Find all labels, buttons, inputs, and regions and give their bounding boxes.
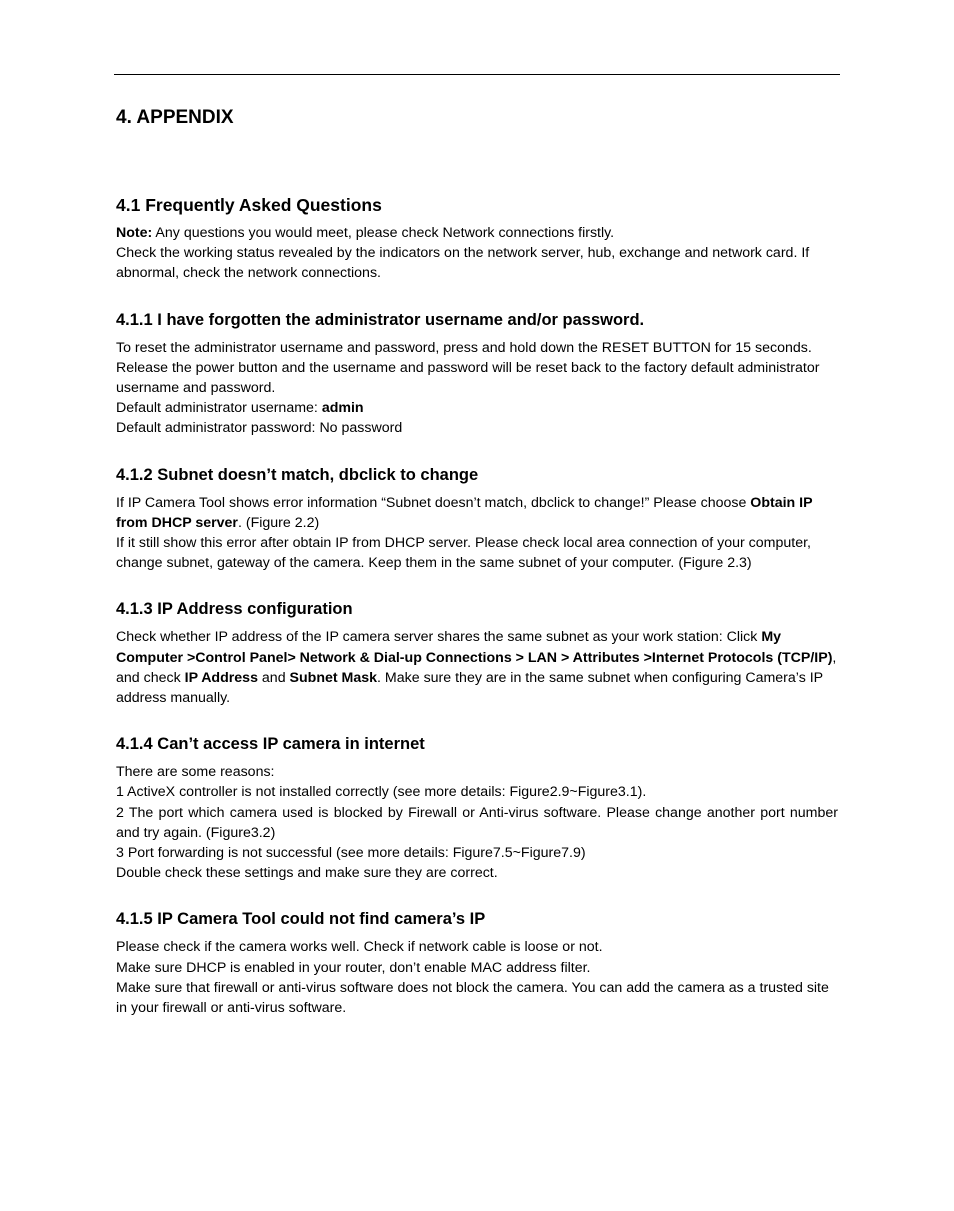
reason-2: 2 The port which camera used is blocked by Firewall or Anti-virus software. Please change another port number and try again. (Figure3.2): [116, 804, 838, 841]
default-password: Default administrator password: No password: [116, 420, 403, 437]
header-rule: [114, 74, 840, 75]
reset-paragraph: To reset the administrator username and password, press and hold down the RESET BUTTON for 15 seconds. Release the power button and the username and password will be reset back to the factory default administrator username and password.: [116, 339, 820, 397]
section-4-1-4-title: 4.1.4 Can’t access IP camera in internet: [116, 735, 425, 754]
subnet-text-c: . (Figure 2.2): [237, 514, 320, 531]
ip-text-g: . Make sure they are in the same subnet when configuring Camera’s IP address manually.: [116, 669, 823, 707]
section-4-1-1: [116, 308, 838, 439]
section-4-1-3: [116, 597, 838, 708]
note-paragraph: [116, 223, 838, 243]
subnet-text-bold: Obtain IP from DHCP server: [116, 494, 813, 531]
ip-text-subnet-mask: Subnet Mask: [289, 669, 378, 686]
find-ip-line-3: Make sure that firewall or anti-virus software does not block the camera. You can add the camera as a trusted site in your firewall or anti-virus software.: [116, 979, 829, 1017]
ip-text-path: My Computer >Control Panel> Network & Dial-up Connections > LAN > Attributes >Internet Protocols (TCP/IP): [116, 629, 833, 666]
reason-1: 1 ActiveX controller is not installed correctly (see more details: Figure2.9~Figure3.1).: [116, 784, 647, 801]
subnet-text-a: If IP Camera Tool shows error information “Subnet doesn’t match, dbclick to change!” Please choose: [116, 494, 751, 511]
section-4-1-1-title: 4.1.1 I have forgotten the administrator username and/or password.: [116, 310, 645, 329]
section-4-1-2: [116, 463, 838, 574]
find-ip-line-2: Make sure DHCP is enabled in your router, don’t enable MAC address filter.: [116, 959, 591, 976]
ip-text-a: Check whether IP address of the IP camera server shares the same subnet as your work station: Click: [116, 629, 762, 646]
section-4-1-2-title: 4.1.2 Subnet doesn’t match, dbclick to change: [116, 465, 479, 484]
username-label: Default administrator username:: [116, 400, 322, 417]
note-label: Note:: [116, 225, 153, 241]
subnet-paragraph-1: [116, 493, 838, 533]
check-paragraph: Check the working status revealed by the indicators on the network server, hub, exchange and network card. If abnormal, check the network connections.: [116, 245, 810, 282]
find-ip-line-1: Please check if the camera works well. Check if network cable is loose or not.: [116, 939, 603, 956]
faq-title: 4.1 Frequently Asked Questions: [116, 195, 382, 215]
faq-section: [116, 193, 838, 284]
section-4-1-3-title: 4.1.3 IP Address configuration: [116, 600, 353, 619]
subnet-paragraph-2: If it still show this error after obtain IP from DHCP server. Please check local area connection of your computer, change subnet, gateway of the camera. Keep them in the same subnet of your computer. (Figure 2.3): [116, 535, 811, 572]
ip-text-e: and: [257, 669, 290, 686]
reasons-outro: Double check these settings and make sure they are correct.: [116, 865, 498, 882]
ip-text-ip-address: IP Address: [184, 669, 258, 686]
note-text: Any questions you would meet, please check Network connections firstly.: [152, 225, 615, 241]
section-4-1-4: [116, 732, 838, 883]
username-value: admin: [321, 400, 364, 417]
document-page: [116, 104, 838, 1018]
reasons-intro: There are some reasons:: [116, 764, 275, 781]
reason-3: 3 Port forwarding is not successful (see more details: Figure7.5~Figure7.9): [116, 845, 586, 862]
ip-config-paragraph: [116, 627, 838, 708]
section-4-1-5-title: 4.1.5 IP Camera Tool could not find camera’s IP: [116, 910, 486, 929]
section-4-1-5: [116, 907, 838, 1018]
default-username: [116, 398, 838, 418]
appendix-title: 4. APPENDIX: [116, 107, 234, 128]
ip-text-c: , and check: [116, 649, 837, 686]
